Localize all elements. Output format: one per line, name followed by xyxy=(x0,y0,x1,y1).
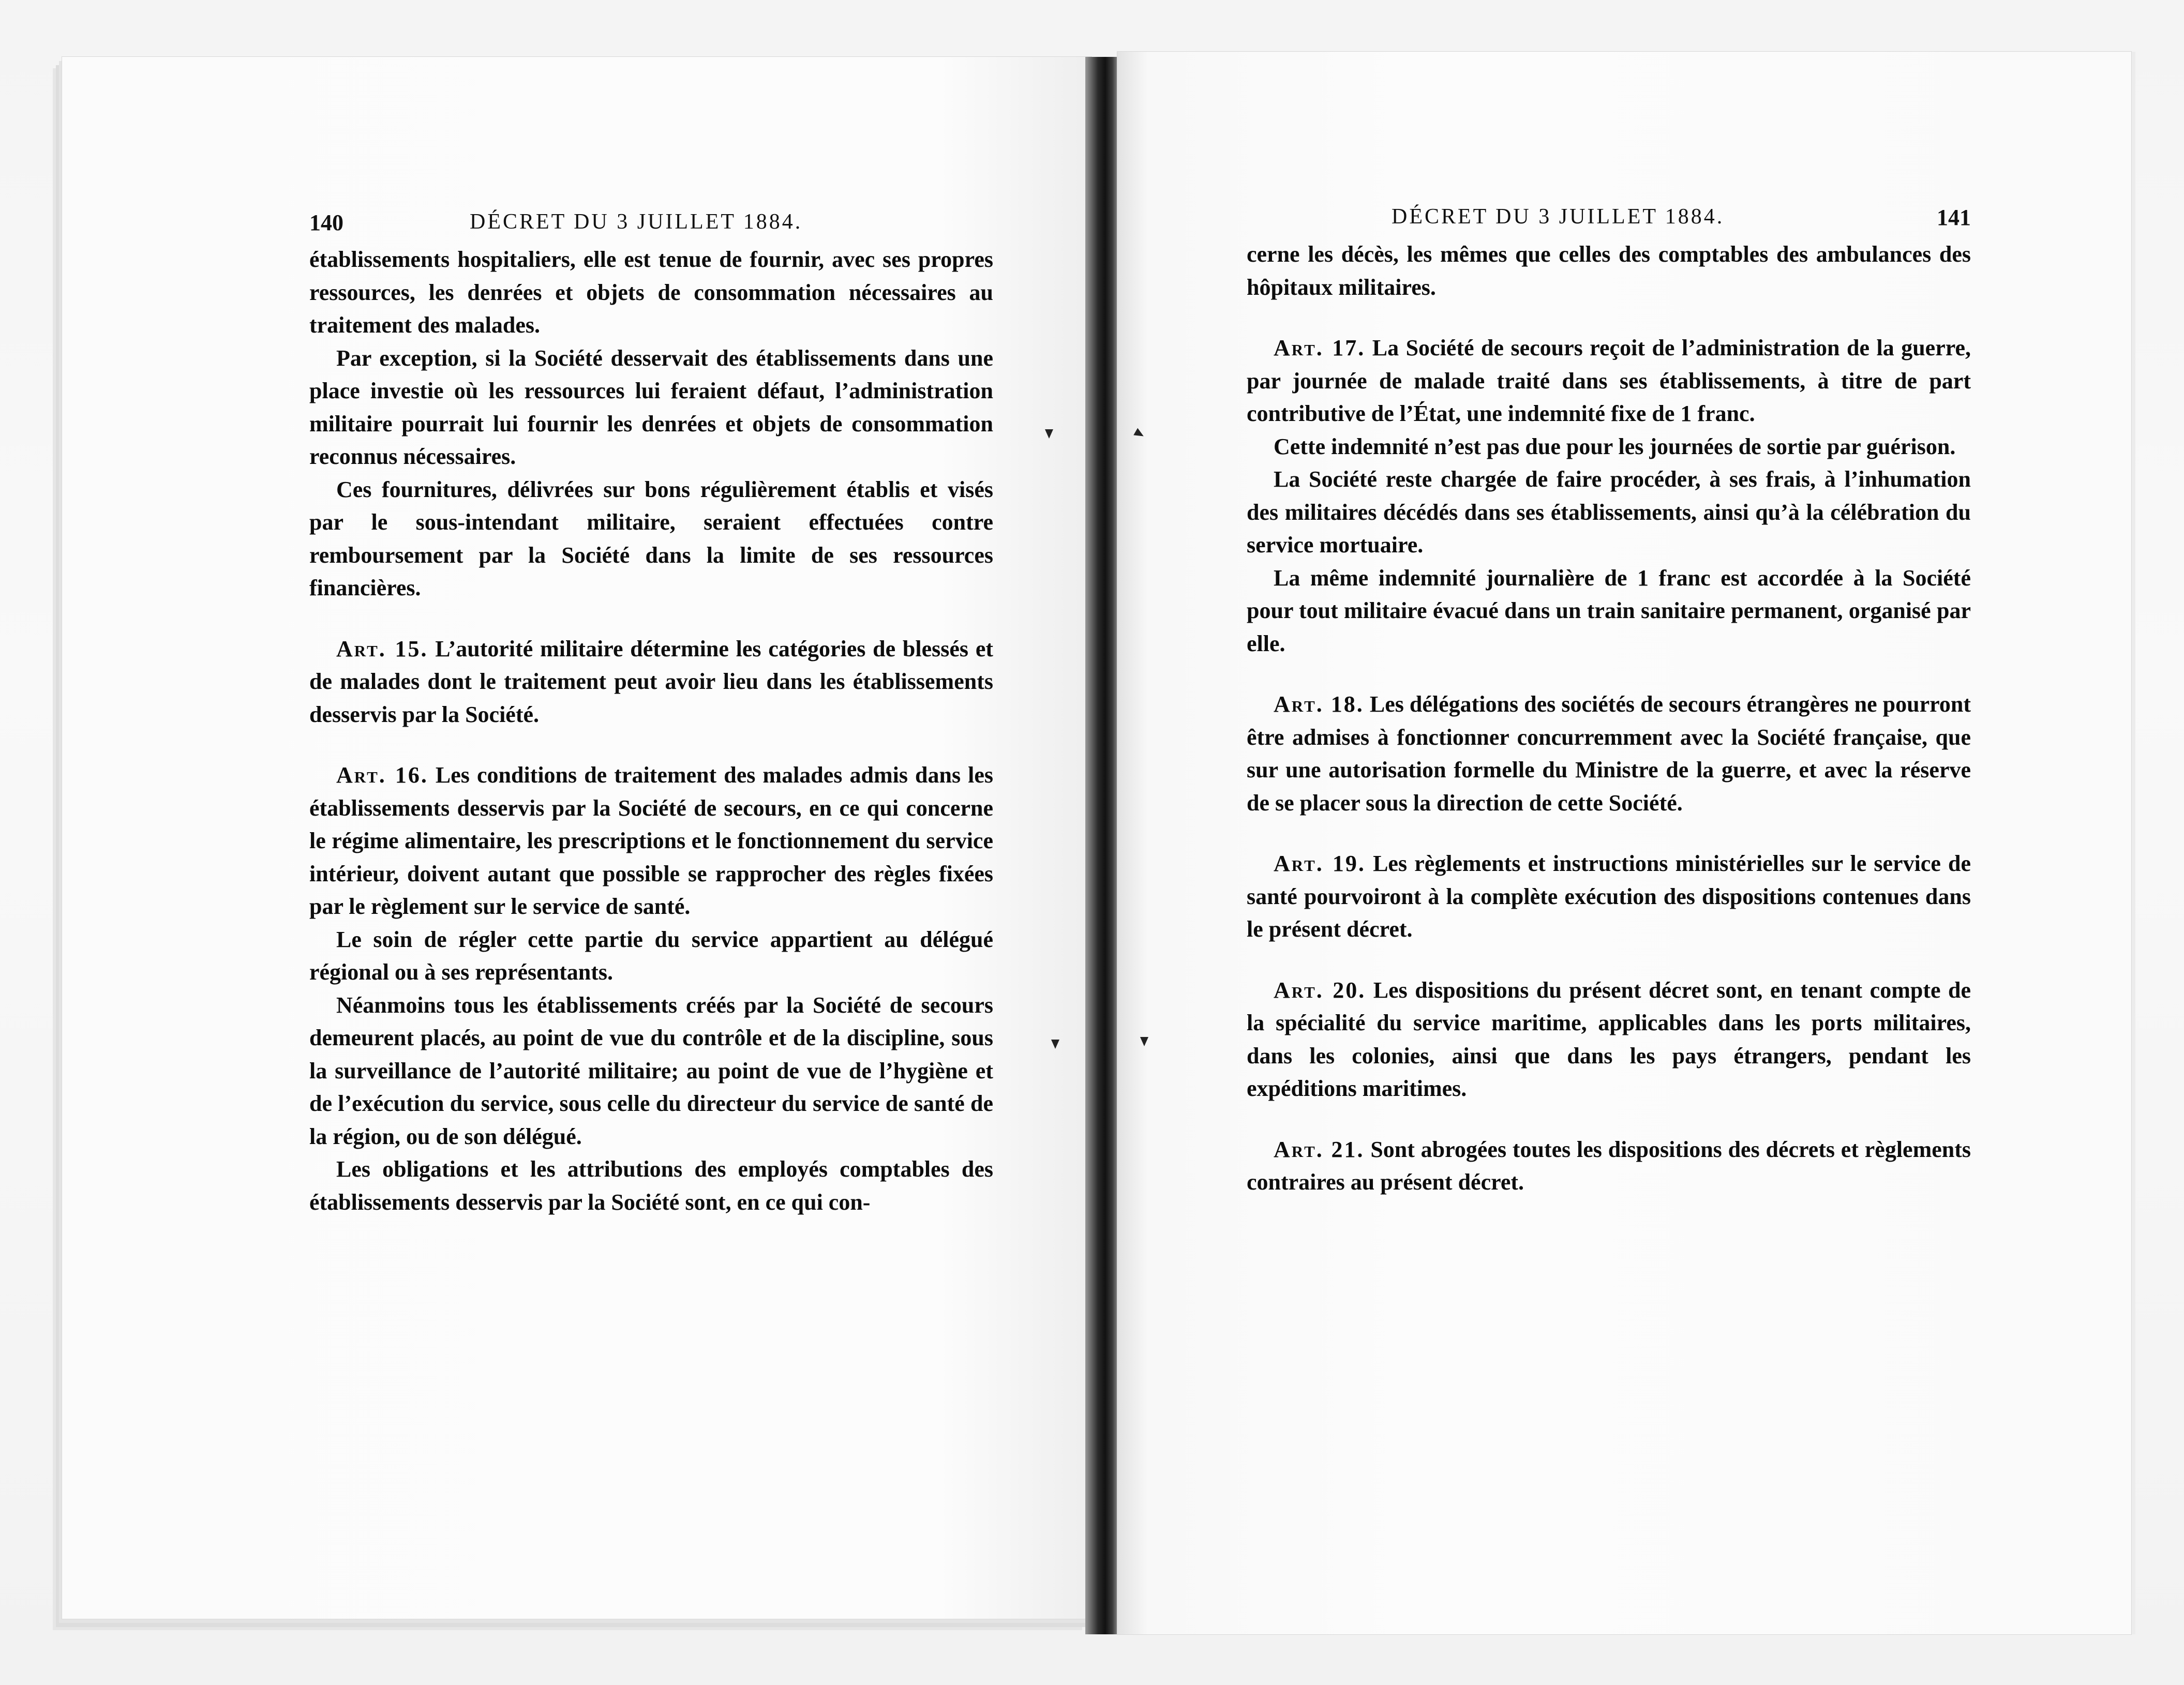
paragraph-text: Par exception, si la Société desservait des établissements dans une place investie où les ressources lui feraient défaut, l’administration militaire pourrait lui fournir les denrées et objets de consommation reconnus nécessaires. xyxy=(309,345,993,469)
article-label: Art. 20. xyxy=(1274,977,1366,1003)
book-gutter xyxy=(1085,57,1121,1634)
left-page-number: 140 xyxy=(309,210,343,235)
paragraph-text: Les dispositions du présent décret sont, en tenant compte de la spécialité du service maritime, applicables dans les ports militaires, dans les colonies, ainsi que dans les pays étrangers, pendant les expéditions maritimes. xyxy=(1247,977,1971,1101)
article-label: Art. 17. xyxy=(1274,335,1366,360)
paragraph-text: cerne les décès, les mêmes que celles des comptables des ambulances des hôpitaux militaires. xyxy=(1247,242,1971,300)
article-paragraph xyxy=(309,633,993,731)
article-label: Art. 16. xyxy=(336,762,428,788)
article-label: Art. 15. xyxy=(336,636,428,661)
right-page-number: 141 xyxy=(1937,205,1971,230)
left-page-body xyxy=(309,243,993,1218)
article-paragraph xyxy=(1247,1133,1971,1199)
article-paragraph xyxy=(1247,847,1971,946)
left-running-title: DÉCRET DU 3 JUILLET 1884. xyxy=(470,210,803,234)
article-paragraph xyxy=(1247,974,1971,1105)
text-paragraph xyxy=(1247,238,1971,304)
article-paragraph xyxy=(1247,688,1971,819)
article-paragraph xyxy=(1247,332,1971,430)
text-paragraph xyxy=(1247,463,1971,562)
article-label: Art. 19. xyxy=(1274,851,1366,876)
paragraph-text: La Société de secours reçoit de l’administration de la guerre, par journée de malade traité dans ses établissements, à titre de part contributive de l’État, une indemnité fixe de 1 franc. xyxy=(1247,335,1971,426)
paragraph-text: établissements hospitaliers, elle est tenue de fournir, avec ses propres ressources, les denrées et objets de consommation nécessaires au traitement des malades. xyxy=(309,247,993,338)
text-paragraph xyxy=(309,989,993,1153)
text-paragraph xyxy=(1247,430,1971,463)
right-page-body xyxy=(1247,238,1971,1199)
right-running-title: DÉCRET DU 3 JUILLET 1884. xyxy=(1392,205,1725,229)
article-label: Art. 18. xyxy=(1274,691,1364,717)
printer-mark xyxy=(1140,1037,1148,1046)
text-paragraph xyxy=(309,1153,993,1218)
paragraph-text: Cette indemnité n’est pas due pour les journées de sortie par guérison. xyxy=(1274,433,1956,459)
paragraph-text: Sont abrogées toutes les dispositions des décrets et règlements contraires au présent décret. xyxy=(1247,1136,1971,1195)
text-paragraph xyxy=(309,243,993,342)
paragraph-text: Les conditions de traitement des malades admis dans les établissements desservis par la Société de secours, en ce qui concerne le régime alimentaire, les prescriptions et le fonctionnement du service intérieur, doivent autant que possible se rapprocher des règles fixées par le règlement sur le service de santé. xyxy=(309,762,994,919)
paragraph-text: Les obligations et les attributions des employés comptables des établissements desservis par la Société sont, en ce qui con- xyxy=(309,1156,993,1215)
text-paragraph xyxy=(309,923,993,989)
paragraph-text: Les délégations des sociétés de secours étrangères ne pourront être admises à fonctionner concurremment avec la Société française, que sur une autorisation formelle du Ministre de la guerre, et avec la réserve de se placer sous la direction de cette Société. xyxy=(1247,691,1971,816)
paragraph-text: Le soin de régler cette partie du service appartient au délégué régional ou à ses représentants. xyxy=(309,926,993,985)
left-page-header xyxy=(309,209,993,240)
right-page-header xyxy=(1247,204,1971,235)
paragraph-text: La même indemnité journalière de 1 franc est accordée à la Société pour tout militaire évacué dans un train sanitaire permanent, organisé par elle. xyxy=(1247,565,1971,656)
paragraph-text: L’autorité militaire détermine les catégories de blessés et de malades dont le traitement peut avoir lieu dans les établissements desservis par la Société. xyxy=(309,636,994,727)
paragraph-text: Les règlements et instructions ministérielles sur le service de santé pourvoiront à la complète exécution des dispositions contenues dans le présent décret. xyxy=(1247,851,1971,942)
right-page xyxy=(1117,52,2131,1634)
article-label: Art. 21. xyxy=(1274,1136,1365,1162)
left-page xyxy=(62,57,1091,1619)
printer-mark xyxy=(1051,1040,1059,1049)
text-paragraph xyxy=(1247,562,1971,660)
paragraph-text: Ces fournitures, délivrées sur bons régulièrement établis et visés par le sous-intendant militaire, seraient effectuées contre remboursement par la Société dans la limite de ses ressources financières. xyxy=(309,476,993,600)
printer-mark xyxy=(1133,428,1146,440)
paragraph-text: Néanmoins tous les établissements créés par la Société de secours demeurent placés, au point de vue du contrôle et de la discipline, sous la surveillance de l’autorité militaire; au point de vue de l’hygiène et de l’exécution du service, sous celle du directeur du service de santé de la région, ou de son délégué. xyxy=(309,992,993,1149)
printer-mark xyxy=(1045,429,1053,439)
text-paragraph xyxy=(309,473,993,605)
article-paragraph xyxy=(309,759,993,923)
text-paragraph xyxy=(309,342,993,473)
paragraph-text: La Société reste chargée de faire procéder, à ses frais, à l’inhumation des militaires décédés dans ses établissements, ainsi qu’à la célébration du service mortuaire. xyxy=(1247,467,1971,558)
